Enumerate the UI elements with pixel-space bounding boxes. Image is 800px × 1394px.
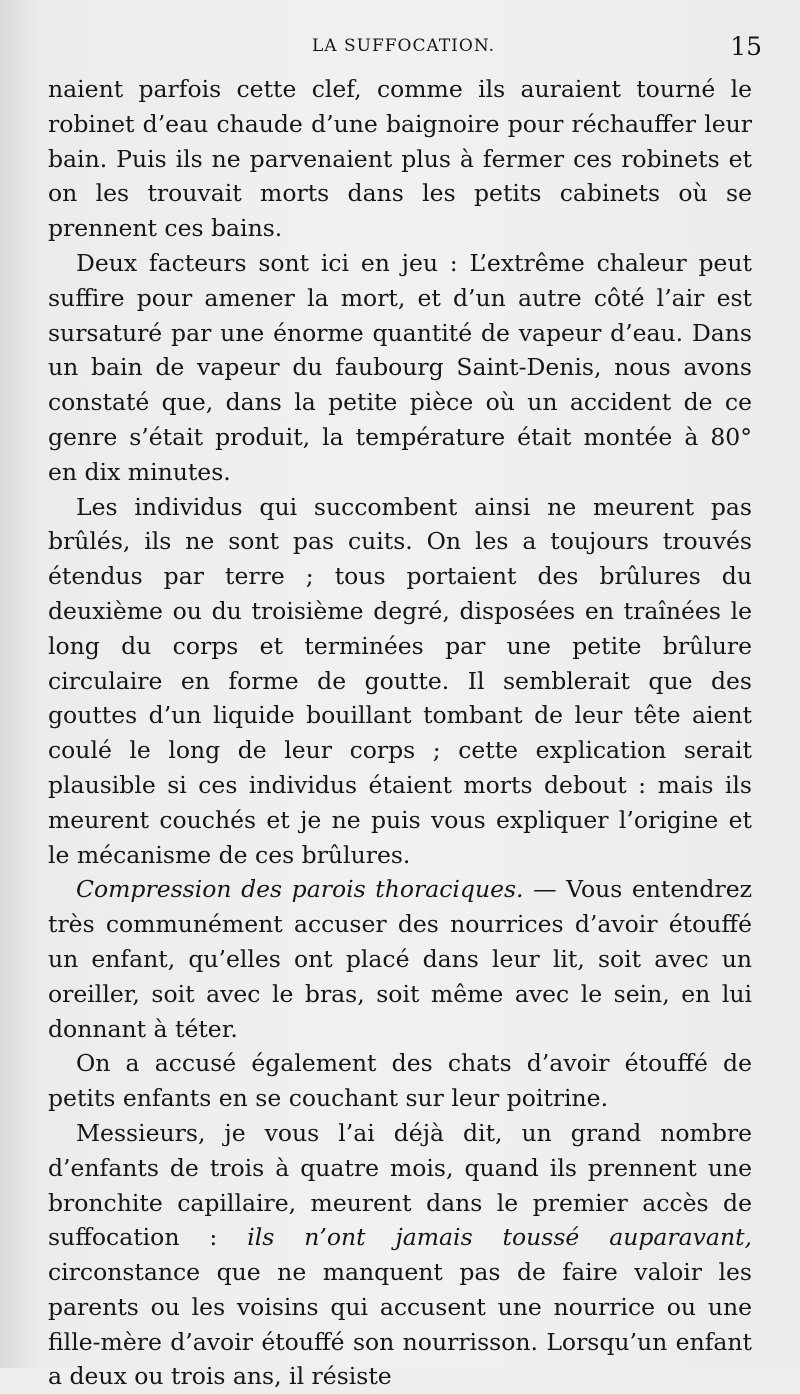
paragraph-continuation: naient parfois cette clef, comme ils auraient tourné le robinet d’eau chaude d’une baignoire pour réchauffer leur bain. Puis ils ne parvenaient plus à fermer ces robinets et on les trouvait morts dans les petits cabinets où se prennent ces bains. <box>48 75 752 243</box>
body-text <box>48 72 752 1394</box>
page-number: 15 <box>730 32 762 61</box>
messieurs-text-after: circonstance que ne manquent pas de faire valoir les parents ou les voisins qui accusent une nourrice ou une fille-mère d’avoir étouffé son nourrisson. Lorsqu’un enfant a deux ou trois ans, il résiste <box>48 1258 752 1391</box>
section-heading-compression: Compression des parois thoraciques. <box>76 875 524 904</box>
messieurs-text-before: Messieurs, je vous l’ai déjà dit, un grand nombre d’enfants de trois à quatre mois, quand ils prennent une bronchite capillaire, meurent dans le premier accès de suffocation : <box>48 1118 752 1252</box>
running-title: LA SUFFOCATION. <box>312 36 496 56</box>
paragraph-burns: Les individus qui succombent ainsi ne meurent pas brûlés, ils ne sont pas cuits. On les a toujours trouvés étendus par terre ; tous portaient des brûlures du deuxième ou du troisième degré, disposées en traînées le long du corps et terminées par une petite brûlure circulaire en forme de goutte. Il semblerait que des gouttes d’un liquide bouillant tombant de leur tête aient coulé le long de leur corps ; cette explication serait plausible si ces individus étaient morts debout : mais ils meurent couchés et je ne puis vous expliquer l’origine et le mécanisme de ces brûlures. <box>48 492 752 869</box>
paragraph-cats: On a accusé également des chats d’avoir étouffé de petits enfants en se couchant sur leur poitrine. <box>48 1049 752 1113</box>
compression-text: — Vous entendrez très communément accuser des nourrices d’avoir étouffé un enfant, qu’elles ont placé dans leur lit, soit avec un oreiller, soit avec le bras, soit même avec le sein, en lui donnant à téter. <box>48 875 752 1043</box>
page-header <box>0 30 800 64</box>
paragraph-compression <box>48 872 752 1046</box>
messieurs-italic: ils n’ont jamais toussé auparavant, <box>247 1223 752 1252</box>
paragraph-messieurs <box>48 1116 752 1394</box>
paragraph-two-factors: Deux facteurs sont ici en jeu : L’extrême chaleur peut suffire pour amener la mort, et d’un autre côté l’air est sursaturé par une énorme quantité de vapeur d’eau. Dans un bain de vapeur du faubourg Saint-Denis, nous avons constaté que, dans la petite pièce où un accident de ce genre s’était produit, la température était montée à 80° en dix minutes. <box>48 248 752 486</box>
